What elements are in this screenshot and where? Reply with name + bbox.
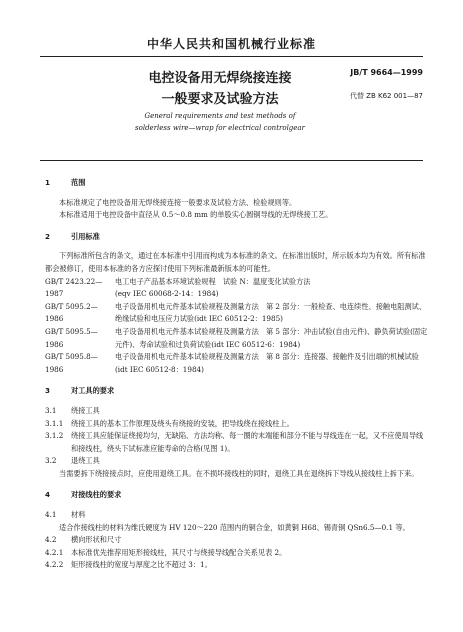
reference-title: 电子设备用机电元件基本试验规程及测量方法 第 8 部分：连接器、接触件及引出端的机械试验(idt IEC 60512-8：1984) — [115, 352, 419, 374]
section-number: 4 — [45, 490, 51, 500]
reference-item — [45, 326, 430, 351]
title-divider — [40, 160, 423, 161]
title-en-line2: solderless wire—wrap for electrical controlgear — [135, 124, 305, 132]
paragraph: 下列标准所包含的条文，通过在本标准中引用而构成为本标准的条文。在标准出版时，所示版本均为有效。所有标准都会被修订，使用本标准的各方应探讨使用下列标准最新版本的可能性。 — [45, 251, 426, 273]
document-body — [45, 175, 430, 572]
clause-4-2-2 — [45, 559, 430, 572]
clause-text: 矩形接线柱的宽度与厚度之比不超过 3：1。 — [71, 560, 212, 570]
title-zh-line1: 电控设备用无焊绕接连接 — [148, 71, 292, 86]
title-zh-line2: 一般要求及试验方法 — [161, 92, 279, 107]
subsection-number: 4.1 — [45, 510, 57, 520]
reference-item — [45, 301, 430, 326]
reference-code: GB/T 5095.8—1986 — [45, 352, 98, 374]
subsection-title: 材料 — [71, 510, 86, 520]
paragraph: 当需要拆下绕接接点时，应使用退绕工具。在不损坏接线柱的同时，退绕工具在退绕拆下导线从接线柱上拆下来。 — [59, 468, 419, 478]
title-en-line1: General requirements and test methods of — [144, 112, 296, 120]
clause-3-1-1 — [45, 418, 430, 431]
clause-4-2-1 — [45, 547, 430, 560]
reference-item — [45, 351, 430, 376]
subsection-number: 3.1 — [45, 405, 57, 415]
clause-number: 4.2.2 — [45, 560, 64, 570]
subsection-3-1-heading — [45, 405, 430, 418]
reference-title-line1: 电工电子产品基本环境试验规程 试验 N：温度变化试验方法 — [115, 276, 311, 286]
clause-number: 3.1.2 — [45, 431, 64, 441]
standard-code: JB/T 9664—1999 — [350, 68, 423, 77]
subsection-4-1-heading — [45, 509, 430, 522]
subsection-number: 3.2 — [45, 456, 57, 466]
subsection-title: 横向形状和尺寸 — [71, 535, 122, 545]
standard-type-header: 中华人民共和国机械行业标准 — [146, 37, 316, 51]
section-title: 引用标准 — [71, 231, 100, 241]
section-4-heading — [45, 489, 430, 502]
section-3-heading — [45, 385, 430, 398]
subsection-3-2-heading — [45, 455, 430, 468]
clause-number: 3.1.1 — [45, 418, 64, 428]
section-title: 对工具的要求 — [71, 386, 115, 396]
clause-text: 绕接工具的基本工作原理及绕头有绕接的安装，把导线绕在接线柱上。 — [71, 418, 294, 428]
section-number: 1 — [45, 178, 51, 187]
section-2-heading — [45, 231, 430, 244]
section-title: 对接线柱的要求 — [71, 490, 122, 500]
clause-text: 本标准优先推荐用矩形接线柱，其尺寸与绕接导线配合关系见表 2。 — [71, 547, 287, 557]
reference-title: 电子设备用机电元件基本试验规程及测量方法 第 2 部分：一般检查、电连续性、接触电阻测试、绝缘试验和电压应力试验(idt IEC 60512-2：1985) — [115, 301, 427, 324]
section-1-heading — [45, 177, 430, 190]
reference-title — [115, 276, 430, 301]
paragraph: 本标准规定了电控设备用无焊绕接连接一般要求及试验方法、检验规则等。 — [59, 197, 297, 207]
reference-code: GB/T 5095.2—1986 — [45, 301, 98, 324]
clause-3-1-2 — [45, 430, 430, 455]
section-number: 2 — [45, 231, 51, 241]
header-divider — [40, 56, 423, 57]
reference-code: GB/T 2423.22—1987 — [45, 276, 103, 299]
subsection-title: 绕接工具 — [71, 405, 100, 415]
paragraph: 本标准适用于电控设备中直径从 0.5～0.8 mm 的单股实心圆铜导线的无焊绕接工艺。 — [59, 210, 333, 220]
reference-title-line2: (eqv IEC 60068-2-14：1984) — [115, 289, 219, 299]
subsection-number: 4.2 — [45, 535, 57, 545]
section-number: 3 — [45, 386, 51, 396]
reference-title: 电子设备用机电元件基本试验规程及测量方法 第 5 部分：冲击试验(自由元件)、静负荷试验(固定元件)、寿命试验和过负荷试验(idt IEC 60512-6：1984) — [115, 326, 428, 349]
clause-number: 4.2.1 — [45, 547, 64, 557]
clause-text: 绕接工具应能保证绕接均匀，无缺陷、方法均称、每一圈的末端能和部分不能与导线连在一起，又不应使局导线和接线柱，绕头下试标准应能寿命的合格(见图 1)。 — [71, 431, 424, 453]
subsection-4-2-heading — [45, 534, 430, 547]
reference-item — [45, 276, 430, 301]
paragraph: 适合作接线柱的材料为维氏硬度为 HV 120～220 范围内的铜合金，如黄铜 H68、锡青铜 QSn6.5—0.1 等。 — [59, 522, 410, 532]
subsection-title: 退绕工具 — [71, 456, 100, 466]
reference-code: GB/T 5095.5—1986 — [45, 326, 98, 349]
replaced-standard: 代替 ZB K62 001—87 — [349, 92, 423, 100]
section-title: 范围 — [71, 178, 86, 187]
